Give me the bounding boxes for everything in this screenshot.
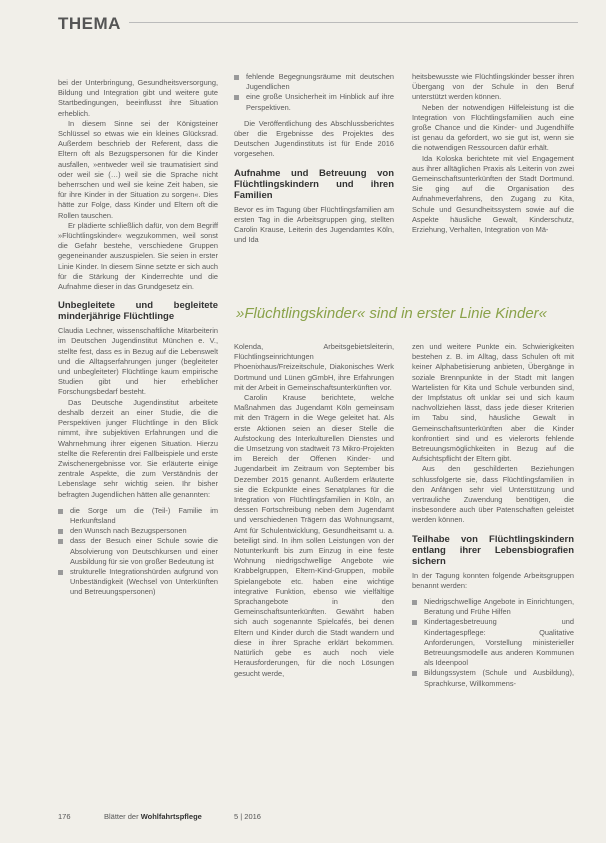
paragraph: bei der Unterbringung, Gesundheitsversorgung, Bildung und Integration gibt und weitere gute Startbedingungen, beeinflusst ihre Situation erheblich. bbox=[58, 78, 218, 118]
journal-name bbox=[104, 812, 202, 821]
paragraph: Kolenda, Arbeitsgebietsleiterin, Flüchtlingseinrichtungen Phoenixhaus/Freizeitschule, Diakonisches Werk Dortmund und Lünen gGmbH, ihre Erfahrungen mit der Arbeit in Gemeinschaftsunterkünften vor. bbox=[234, 342, 394, 392]
page-number: 176 bbox=[58, 812, 71, 821]
column-2-top bbox=[234, 72, 394, 245]
list-item: die Sorge um die (Teil-) Familie im Herkunftsland bbox=[58, 506, 218, 526]
bullet-list bbox=[234, 72, 394, 113]
column-2-bottom bbox=[234, 342, 394, 679]
journal-bold: Wohlfahrtspflege bbox=[140, 812, 202, 821]
paragraph: Carolin Krause berichtete, welche Maßnahmen das Jugendamt Köln gemeinsam mit den Trägern in die Wege geleitet hat. Als erste Aktionen seien an dieser Stelle die Aufstockung des Interkulturellen Dienstes und die Umsetzung von stadtweit 73 Mikro-Projekten im Bereich der Offenen Kinder- und Jugendarbeit im Zeitraum von September bis Dezember 2015 genannt. Außerdem erläuterte sie die Eckpunkte eines Senatplanes für die Integration von Flüchtlingsfamilien in Köln, an dessen Fortschreibung neben dem Jugendamt und verschiedenen Trägern das Wohnungsamt, Amt für Schulentwicklung, Gesundheitsamt u. a. beteiligt sind. In ihm sollen Leistungen von der Notunterkunft bis zum Einzug in eine feste Wohnung niedrigschwellige Angebote wie Krabbelgruppen, Eltern-Kind-Gruppen, mobile Spielangebote etc. haben eine wichtige integrative Funktion, ebenso wie vielfältige Sprachangebote in den Gemeinschaftsunterkünften. Gewährt haben sich auch sogenannte Spielcafés, bei denen Eltern und Kinder durch die Stadt wandern und diese in ihrer Sprache erklärt bekommen. Natürlich gebe es auch noch viele Herausforderungen, für die noch Lösungen gesucht werde, bbox=[234, 393, 394, 678]
header-rule bbox=[58, 22, 578, 23]
subheading: Aufnahme und Betreuung von Flüchtlingskindern und ihren Familien bbox=[234, 167, 394, 201]
bullet-list bbox=[412, 597, 574, 689]
list-item: Kindertagesbetreuung und Kindertagespflege: Qualitative Anforderungen, Vorstellung ministerieller Betreuungsmodelle aus anderen Kommunen als Ideenpool bbox=[412, 617, 574, 668]
paragraph: Aus den geschilderten Beziehungen schlussfolgerte sie, dass Flüchtlingsfamilien in den Anfängen sehr viel Unterstützung und vertrauliche Zuwendung benötigen, die insbesondere auch über Patenschaften geleistet werden können. bbox=[412, 464, 574, 525]
paragraph: In der Tagung konnten folgende Arbeitsgruppen benannt werden: bbox=[412, 570, 574, 590]
journal-prefix: Blätter der bbox=[104, 812, 139, 821]
list-item: den Wunsch nach Bezugspersonen bbox=[58, 526, 218, 536]
section-title: THEMA bbox=[58, 14, 129, 34]
column-3-bottom bbox=[412, 342, 574, 689]
bullet-list bbox=[58, 506, 218, 598]
paragraph: Claudia Lechner, wissenschaftliche Mitarbeiterin im Deutschen Jugendinstitut München e. V., stellte fest, dass es in Bezug auf die Lebenswelt und die Alltagserfahrungen junger (begleiteter und unbegleiteter) Flüchtlinge kaum empirische Studien gibt und hier erheblicher Forschungsbedarf besteht. bbox=[58, 326, 218, 397]
paragraph: Bevor es im Tagung über Flüchtlingsfamilien am ersten Tag in die Arbeitsgruppen ging, stellten Carolin Krause, Leiterin des Jugendamtes Köln, und Ida bbox=[234, 204, 394, 245]
paragraph: heitsbewusste wie Flüchtlingskinder besser ihren Übergang von der Schule in den Beruf unterstützt werden können. bbox=[412, 72, 574, 102]
paragraph: Neben der notwendigen Hilfeleistung ist die Integration von Flüchtlingsfamilien auch eine große Chance und die Kinder- und Jugendhilfe ist genau da gefordert, wo sie gut ist, wenn sie die notwendigen Ressourcen dafür erhält. bbox=[412, 102, 574, 153]
column-1 bbox=[58, 78, 218, 598]
issue: 5 | 2016 bbox=[234, 812, 261, 821]
paragraph: Ida Koloska berichtete mit viel Engagement aus ihrer alltäglichen Praxis als Leiterin von zwei Gemeinschaftsunterkünften der Stadt Dortmund. Sie ging auf die Organisation des Aufnahmeverfahrens, den Zugang zu Kita, Schule und Gesundheitssystem sowie auf die Aspekte häusliche Gewalt, Kinderschutz, Erziehung, Verhalten, Integration von Mä- bbox=[412, 153, 574, 235]
paragraph: In diesem Sinne sei der Königsteiner Schlüssel so etwas wie ein kleines Glücksrad. Außerdem beschrieb der Referent, dass die Eltern oft als Bezugspersonen für die Kinder ausfallen, »entweder weil sie traumatisiert sind oder weil sie (…) weil sie die Sprache nicht beherrschen und weil sie keine Zeit haben, sie für ihre Kinder in der Situation zu sorgen«. Dies hätte zur Folge, dass Kinder und Eltern oft die Rollen tauschen. bbox=[58, 118, 218, 220]
pull-quote: »Flüchtlingskinder« sind in erster Linie Kinder« bbox=[236, 305, 548, 322]
list-item: Bildungssystem (Schule und Ausbildung), Sprachkurse, Willkommens- bbox=[412, 668, 574, 688]
subheading: Teilhabe von Flüchtlingskindern entlang ihrer Lebensbiografien sichern bbox=[412, 533, 574, 567]
paragraph: Die Veröffentlichung des Abschlussberichtes über die Ergebnisse des Projektes des Deutschen Jugendinstituts ist für Ende 2016 vorgesehen. bbox=[234, 118, 394, 159]
column-3-top bbox=[412, 72, 574, 235]
list-item: fehlende Begegnungsräume mit deutschen Jugendlichen bbox=[234, 72, 394, 92]
list-item: Niedrigschwellige Angebote in Einrichtungen, Beratung und Frühe Hilfen bbox=[412, 597, 574, 617]
subheading: Unbegleitete und begleitete minderjährige Flüchtlinge bbox=[58, 300, 218, 323]
paragraph: Das Deutsche Jugendinstitut arbeitete deshalb derzeit an einer Studie, die die Perspektiven junger Flüchtlinge in den Blick nimmt, ihre subjektiven Erfahrungen und die Wahrnehmung ihrer eigenen Situation. Hierzu stellte die Referentin drei Fallbeispiele und erste Zwischenergebnisse vor. Sie erläuterte einige zentrale Aspekte, die zum Verständnis der Lebenslage sehr wichtig seien. Ihr bisher befragten Jugendlichen hätten alle genannten: bbox=[58, 397, 218, 499]
paragraph: Er plädierte schließlich dafür, von dem Begriff »Flüchtlingskinder« wegzukommen, weil sonst die Gefahr bestehe, verschiedene Gruppen gegeneinander auszuspielen. Sie seien in erster Linie Kinder. In diesem Sinne setzte er sich auch für die Stärkung der Kinderrechte und die Aufnahme dieser in das Grundgesetz ein. bbox=[58, 220, 218, 292]
list-item: dass der Besuch einer Schule sowie die Absolvierung von Deutschkursen und einer Ausbildung für sie von großer Bedeutung ist bbox=[58, 536, 218, 567]
list-item: eine große Unsicherheit im Hinblick auf ihre Perspektiven. bbox=[234, 92, 394, 112]
paragraph: zen und weitere Punkte ein. Schwierigkeiten bestehen z. B. im Alltag, dass Schulen oft mit keiner Alphabetisierung anbieten, Übergänge in soziale Brennpunkte in der Stadt mit langen Wartelisten für Kita und Schule verbunden sind, der Impfstatus oft unklar sei und sich kaum nachvollziehen lässt, dass jede dieser Kriterien im Tabu sind, häusliche Gewalt in Gemeinschaftsunterkünften aber die Kinder konfrontiert sind und es vielerorts fehlende Betreuungsmöglichkeiten in Bezug auf die Aufsichtspflicht der Eltern gibt. bbox=[412, 342, 574, 464]
list-item: strukturelle Integrationshürden aufgrund von Unbeständigkeit (Wechsel von Unterkünften und Betreuungspersonen) bbox=[58, 567, 218, 598]
